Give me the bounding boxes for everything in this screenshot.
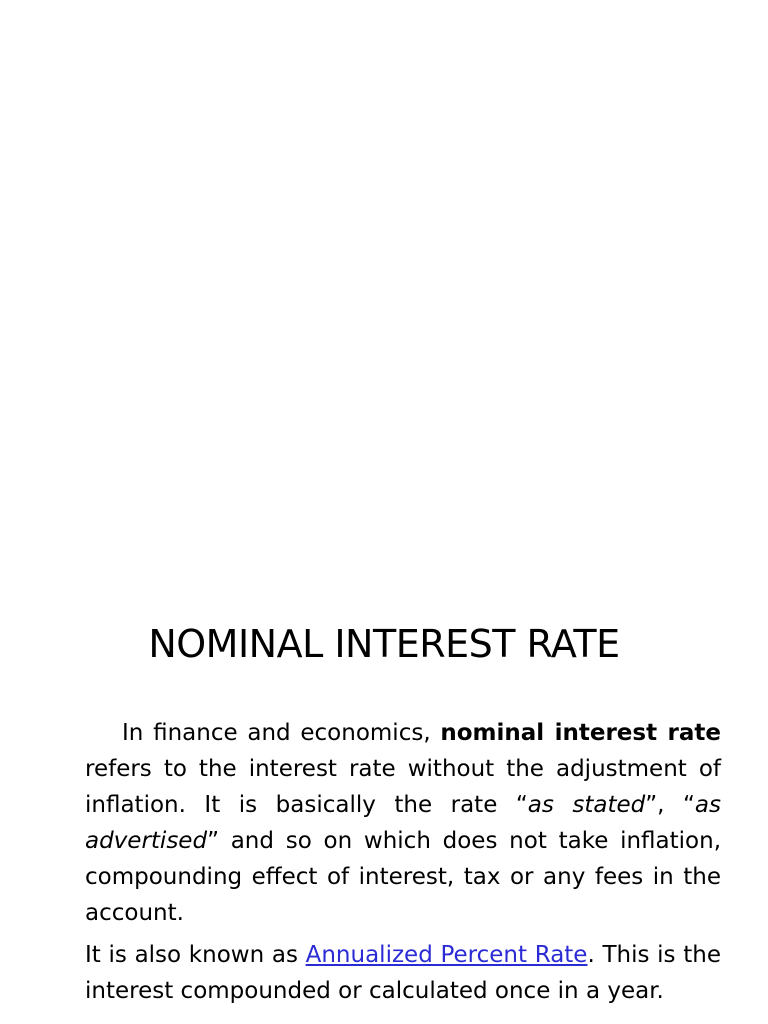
paragraph-text-between: ”, “ bbox=[645, 792, 695, 818]
alias-paragraph bbox=[85, 937, 721, 1009]
annualized-percent-rate-link[interactable]: Annualized Percent Rate bbox=[305, 942, 588, 968]
quote-as-advertised: as advertised bbox=[85, 792, 721, 854]
defined-term: nominal interest rate bbox=[440, 720, 721, 746]
alias-intro: It is also known as bbox=[85, 942, 306, 968]
page-title: NOMINAL INTEREST RATE bbox=[148, 622, 620, 666]
quote-as-stated: as stated bbox=[527, 792, 646, 818]
alias-ending: . This is the interest compounded or calculated once in a year. bbox=[85, 942, 721, 1004]
paragraph-ending: ” and so on which does not take inflation, compounding effect of interest, tax or any fees in the account. bbox=[85, 828, 721, 926]
paragraph-text: refers to the interest rate without the adjustment of inflation. It is basically the rate “ bbox=[85, 756, 721, 818]
paragraph-intro: In finance and economics, bbox=[122, 720, 441, 746]
definition-paragraph bbox=[85, 715, 721, 931]
